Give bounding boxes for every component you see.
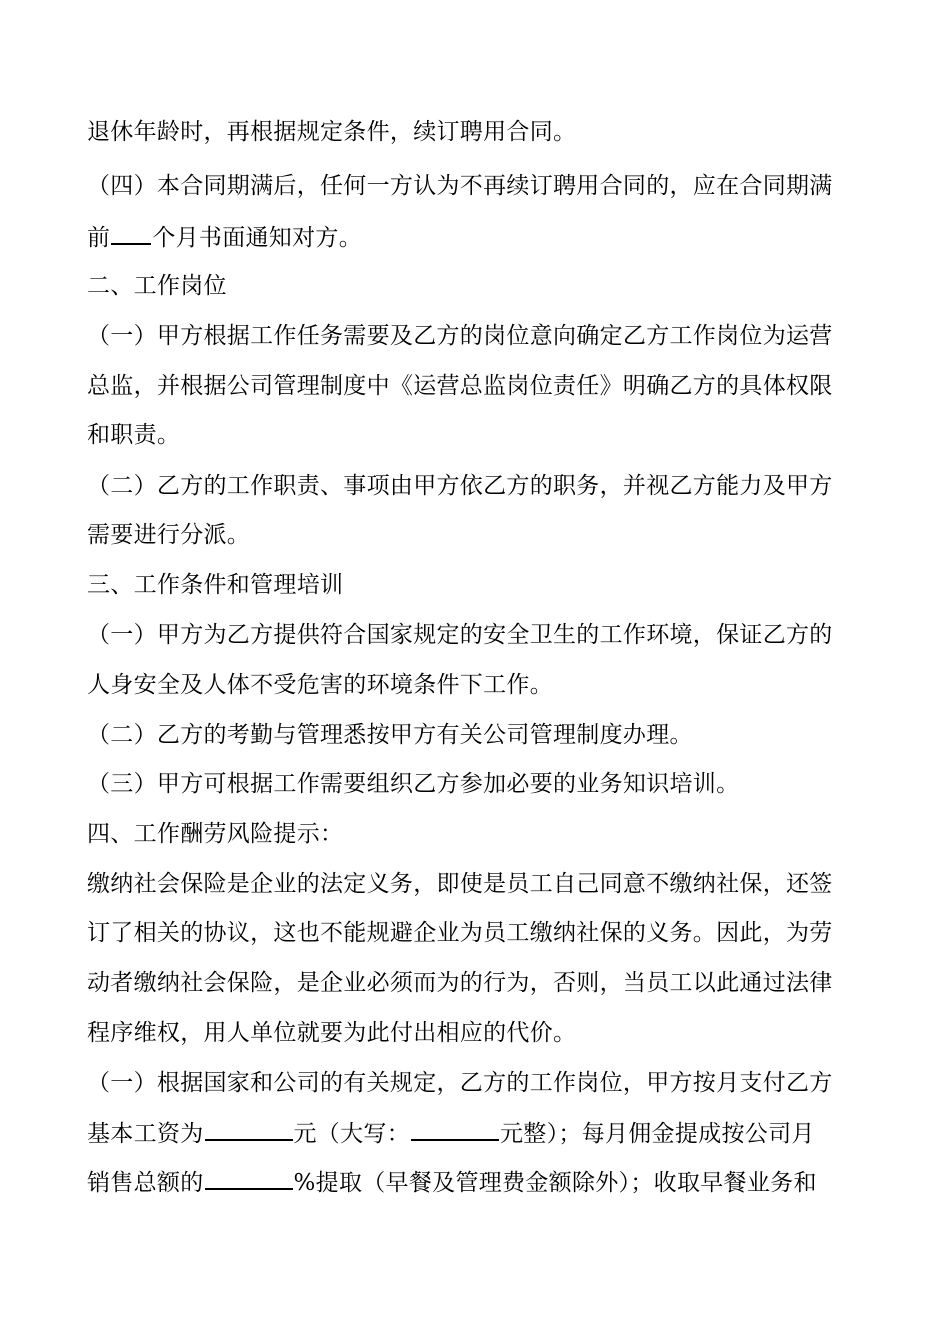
commission-tail: %提取（早餐及管理费金额除外）；收取早餐业务和 [293, 1170, 817, 1196]
text-line-19: 程序维权，用人单位就要为此付出相应的代价。 [87, 1020, 577, 1046]
commission-line [87, 1166, 817, 1198]
text-line-13: （二）乙方的考勤与管理悉按甲方有关公司管理制度办理。 [87, 722, 693, 748]
salary-tail: 元整）；每月佣金提成按公司月 [500, 1121, 815, 1147]
text-line-18: 动者缴纳社会保险，是企业必须而为的行为，否则，当员工以此通过法律 [87, 970, 833, 996]
commission-label: 销售总额的 [87, 1170, 204, 1196]
salary-capital-label: 元（大写： [293, 1121, 410, 1147]
text-line-20: （一）根据国家和公司的有关规定，乙方的工作岗位，甲方按月支付乙方 [87, 1070, 833, 1096]
text-line-3-suffix: 个月书面通知对方。 [152, 225, 363, 251]
section-heading-3: 三、工作条件和管理培训 [87, 572, 344, 598]
blank-notice-months[interactable] [111, 221, 151, 245]
section-heading-2: 二、工作岗位 [87, 273, 227, 299]
blank-commission-percent[interactable] [205, 1166, 293, 1190]
blank-salary-amount[interactable] [205, 1117, 293, 1141]
text-line-11: （一）甲方为乙方提供符合国家规定的安全卫生的工作环境，保证乙方的 [87, 622, 833, 648]
text-line-16: 缴纳社会保险是企业的法定义务，即使是员工自己同意不缴纳社保，还签 [87, 871, 833, 897]
text-line-12: 人身安全及人体不受危害的环境条件下工作。 [87, 672, 553, 698]
text-line-5: （一）甲方根据工作任务需要及乙方的岗位意向确定乙方工作岗位为运营 [87, 323, 833, 349]
text-line-1: 退休年龄时，再根据规定条件，续订聘用合同。 [87, 119, 577, 145]
text-line-3-prefix: 前 [87, 225, 111, 251]
text-line-6: 总监，并根据公司管理制度中《运营总监岗位责任》明确乙方的具体权限 [87, 373, 833, 399]
text-line-17: 订了相关的协议，这也不能规避企业为员工缴纳社保的义务。因此，为劳 [87, 920, 833, 946]
section-heading-4: 四、工作酬劳风险提示： [87, 821, 344, 847]
text-line-3 [87, 221, 362, 253]
text-line-2: （四）本合同期满后，任何一方认为不再续订聘用合同的，应在合同期满 [87, 173, 833, 199]
text-line-7: 和职责。 [87, 422, 181, 448]
blank-salary-capital[interactable] [411, 1117, 499, 1141]
text-line-8: （二）乙方的工作职责、事项由甲方依乙方的职务，并视乙方能力及甲方 [87, 473, 833, 499]
text-line-9: 需要进行分派。 [87, 522, 251, 548]
text-line-14: （三）甲方可根据工作需要组织乙方参加必要的业务知识培训。 [87, 771, 740, 797]
salary-label: 基本工资为 [87, 1121, 204, 1147]
salary-line [87, 1117, 815, 1149]
